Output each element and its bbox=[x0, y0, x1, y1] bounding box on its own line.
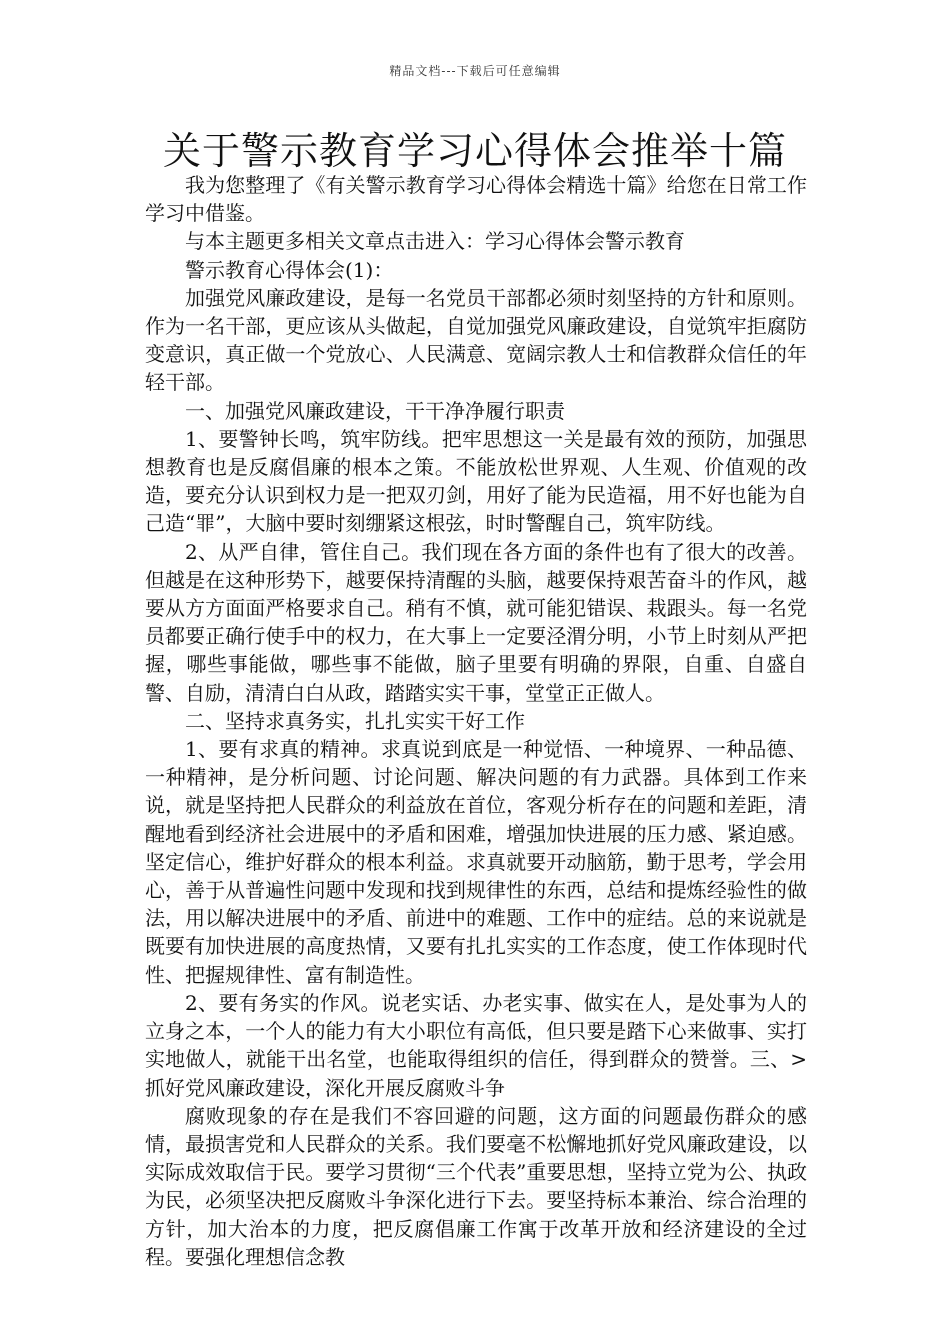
paragraph: 加强党风廉政建设，是每一名党员干部都必须时刻坚持的方针和原则。作为一名干部，更应该从头做起，自觉加强党风廉政建设，自觉筑牢拒腐防变意识，真正做一个党放心、人民满意、宽阔宗教人士和信教群众信任的年轻干部。 bbox=[145, 285, 807, 395]
section-heading: 二、坚持求真务实，扎扎实实干好工作 bbox=[185, 708, 525, 733]
paragraph: 2、从严自律，管住自己。我们现在各方面的条件也有了很大的改善。但越是在这种形势下，越要保持清醒的头脑，越要保持艰苦奋斗的作风，越要从方方面面严格要求自己。稍有不慎，就可能犯错误、栽跟头。每一名党员都要正确行使手中的权力，在大事上一定要泾渭分明，小节上时刻从严把握，哪些事能做，哪些事不能做，脑子里要有明确的界限，自重、自盛自警、自励，清清白白从政，踏踏实实干事，堂堂正正做人。 bbox=[145, 539, 807, 705]
paragraph-section-label: 警示教育心得体会(1)： bbox=[185, 257, 394, 282]
paragraph: 1、要有求真的精神。求真说到底是一种觉悟、一种境界、一种品德、一种精神，是分析问题、讨论问题、解决问题的有力武器。具体到工作来说，就是坚持把人民群众的利益放在首位，客观分析存在的问题和差距，清醒地看到经济社会进展中的矛盾和困难，增强加快进展的压力感、紧迫感。坚定信心，维护好群众的根本利益。求真就要开动脑筋，勤于思考，学会用心，善于从普遍性问题中发现和找到规律性的东西，总结和提炼经验性的做法，用以解决进展中的矛盾、前进中的难题、工作中的症结。总的来说就是既要有加快进展的高度热情，又要有扎扎实实的工作态度，使工作体现时代性、把握规律性、富有制造性。 bbox=[145, 737, 807, 987]
paragraph: 腐败现象的存在是我们不容回避的问题，这方面的问题最伤群众的感情，最损害党和人民群众的关系。我们要毫不松懈地抓好党风廉政建设，以实际成效取信于民。要学习贯彻“三个代表”重要思想，坚持立党为公、执政为民，必须坚决把反腐败斗争深化进行下去。要坚持标本兼治、综合治理的方针，加大治本的力度，把反腐倡廉工作寓于改革开放和经济建设的全过程。要强化理想信念教 bbox=[145, 1103, 807, 1269]
page-header: 精品文档---下载后可任意编辑 bbox=[389, 64, 561, 78]
document-body bbox=[145, 171, 807, 1271]
section-heading: 一、加强党风廉政建设，干干净净履行职责 bbox=[185, 398, 565, 423]
document-title: 关于警示教育学习心得体会推举十篇 bbox=[162, 129, 787, 173]
paragraph-intro: 我为您整理了《有关警示教育学习心得体会精选十篇》给您在日常工作学习中借鉴。 bbox=[145, 173, 807, 226]
paragraph: 2、要有务实的作风。说老实话、办老实事、做实在人，是处事为人的立身之本，一个人的能力有大小职位有高低，但只要是踏下心来做事、实打实地做人，就能干出名堂，也能取得组织的信任，得到群众的赞誉。三、>抓好党风廉政建设，深化开展反腐败斗争 bbox=[145, 990, 807, 1100]
paragraph: 1、要警钟长鸣，筑牢防线。把牢思想这一关是最有效的预防，加强思想教育也是反腐倡廉的根本之策。不能放松世界观、人生观、价值观的改造，要充分认识到权力是一把双刃剑，用好了能为民造福，用不好也能为自己造“罪”，大脑中要时刻绷紧这根弦，时时警醒自己，筑牢防线。 bbox=[145, 426, 807, 536]
paragraph-related-link: 与本主题更多相关文章点击进入：学习心得体会警示教育 bbox=[185, 229, 685, 254]
